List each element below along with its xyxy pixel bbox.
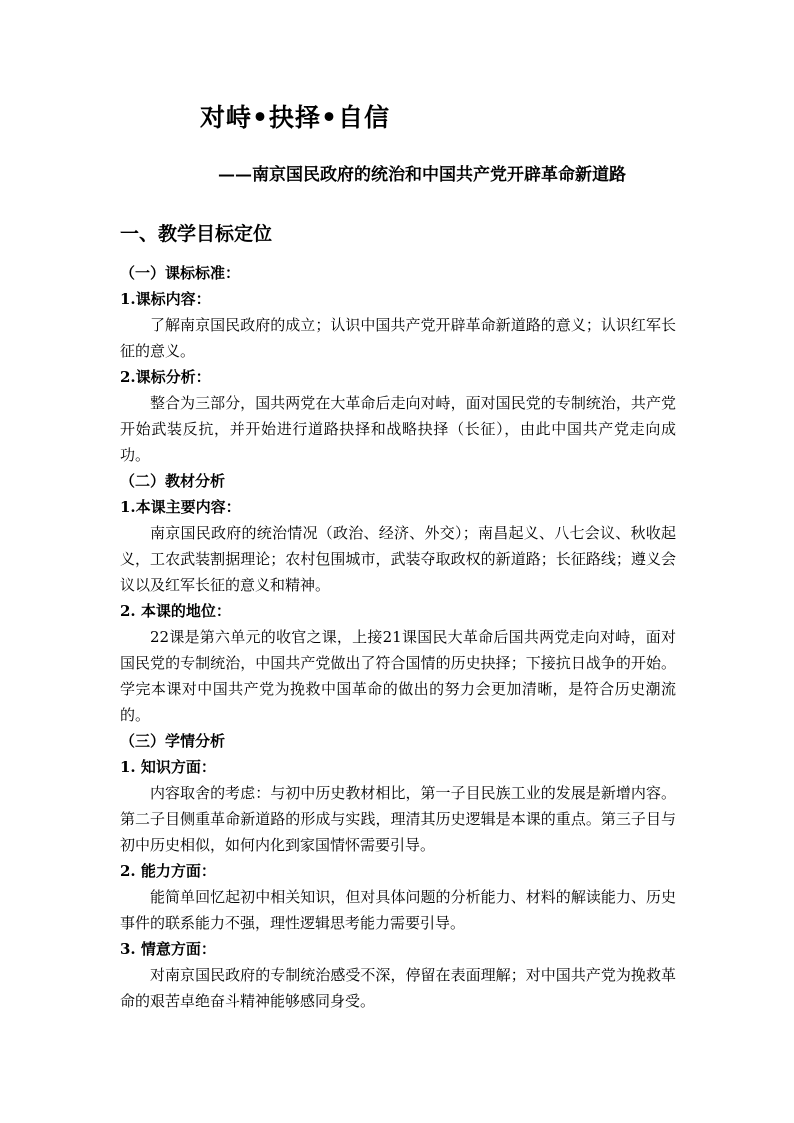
item-label-curriculum-analysis: 2.课标分析：	[120, 368, 211, 386]
document-subtitle: ——南京国民政府的统治和中国共产党开辟革命新道路	[218, 165, 626, 185]
item-label-main-content: 1.本课主要内容：	[120, 498, 241, 516]
subsection-heading-curriculum-standard: （一）课标标准：	[120, 264, 241, 282]
paragraph-lesson-position: 22课是第六单元的收官之课，上接21课国民大革命后国共两党走向对峙，面对国民党的专制统治，中国共产党做出了符合国情的历史抉择；下接抗日战争的开始。学完本课对中国共产党为挽救中国革命的做出的努力会更加清晰，是符合历史潮流的。	[120, 628, 676, 724]
item-label-attitude: 3. 情意方面：	[120, 940, 216, 958]
item-label-lesson-position: 2. 本课的地位：	[120, 602, 231, 620]
paragraph-curriculum-content: 了解南京国民政府的成立；认识中国共产党开辟革命新道路的意义；认识红军长征的意义。	[120, 316, 676, 360]
item-label-curriculum-content: 1.课标内容：	[120, 290, 211, 308]
subsection-heading-textbook-analysis: （二）教材分析	[120, 472, 226, 490]
paragraph-ability: 能简单回忆起初中相关知识，但对具体问题的分析能力、材料的解读能力、历史事件的联系能力不强，理性逻辑思考能力需要引导。	[120, 888, 676, 932]
paragraph-attitude: 对南京国民政府的专制统治感受不深，停留在表面理解；对中国共产党为挽救革命的艰苦卓绝奋斗精神能够感同身受。	[120, 966, 676, 1010]
paragraph-curriculum-analysis: 整合为三部分，国共两党在大革命后走向对峙，面对国民党的专制统治，共产党开始武装反抗，并开始进行道路抉择和战略抉择（长征），由此中国共产党走向成功。	[120, 394, 676, 464]
section-heading-teaching-goals: 一、教学目标定位	[120, 223, 273, 245]
subsection-heading-student-analysis: （三）学情分析	[120, 732, 226, 750]
paragraph-main-content: 南京国民政府的统治情况（政治、经济、外交）；南昌起义、八七会议、秋收起义，工农武装割据理论；农村包围城市，武装夺取政权的新道路；长征路线；遵义会议以及红军长征的意义和精神。	[120, 524, 676, 594]
item-label-ability: 2. 能力方面：	[120, 862, 216, 880]
document-title: 对峙•抉择•自信	[200, 103, 390, 132]
paragraph-knowledge: 内容取舍的考虑：与初中历史教材相比，第一子目民族工业的发展是新增内容。第二子目侧重革命新道路的形成与实践，理清其历史逻辑是本课的重点。第三子目与初中历史相似，如何内化到家国情怀需要引导。	[120, 784, 676, 854]
item-label-knowledge: 1. 知识方面：	[120, 758, 216, 776]
section-content	[120, 260, 676, 1014]
